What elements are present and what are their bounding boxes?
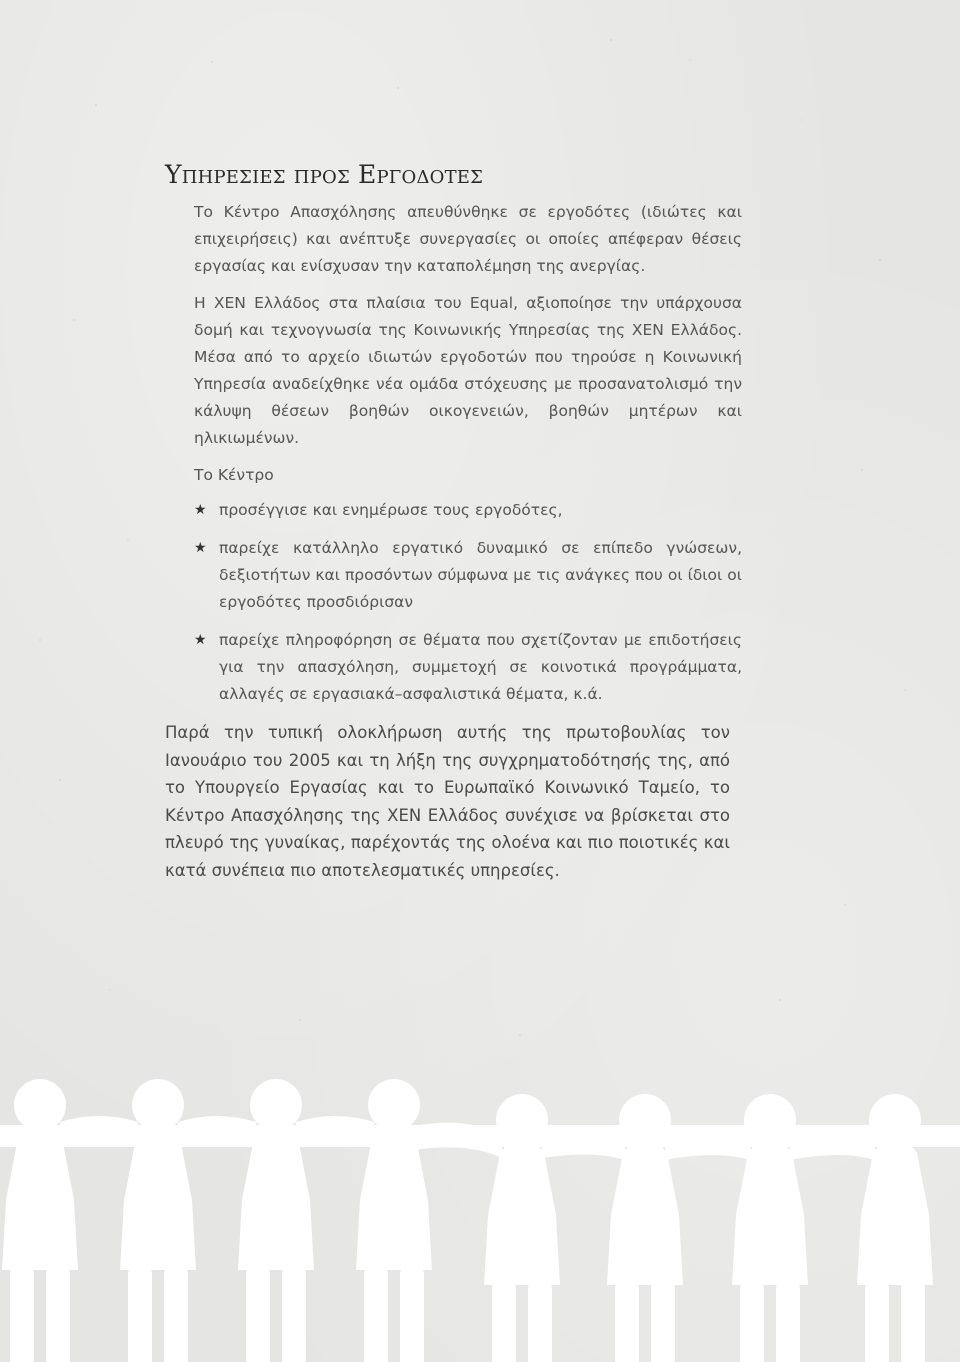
section-title: Υπηρεσιες προς Εργοδοτες (165, 160, 484, 189)
star-bullet-icon: ★ (194, 502, 207, 518)
list-item (194, 497, 742, 524)
list-item-text: παρείχε πληροφόρηση σε θέματα που σχετίζονταν με επιδοτήσεις για την απασχόληση, συμμετοχή σε κοινοτικά προγράμματα, αλλαγές σε εργασιακά–ασφαλιστικά θέματα, κ.ά. (219, 631, 742, 703)
paragraph-closing: Παρά την τυπική ολοκλήρωση αυτής της πρωτοβουλίας τον Ιανουάριο του 2005 και τη λήξη της συγχρηματοδότησής της, από το Υπουργείο Εργασίας και το Ευρωπαϊκό Κοινωνικό Ταμείο, το Κέντρο Απασχόλησης της ΧΕΝ Ελλάδος συνέχισε να βρίσκεται στο πλευρό της γυναίκας, παρέχοντάς της ολοένα και πιο ποιοτικές και κατά συνέπεια πιο αποτελεσματικές υπηρεσίες. (165, 723, 730, 880)
paragraph-equal: Η ΧΕΝ Ελλάδος στα πλαίσια του Equal, αξιοποίησε την υπάρχουσα δομή και τεχνογνωσία της Κοινωνικής Υπηρεσίας της ΧΕΝ Ελλάδος. Μέσα από το αρχείο ιδιωτών εργοδοτών που τηρούσε η Κοινωνική Υπηρεσία αναδείχθηκε νέα ομάδα στόχευσης με προσανατολισμό την κάλυψη θέσεων βοηθών οικογενειών, βοηθών μητέρων και ηλικιωμένων. (194, 294, 742, 447)
star-bullet-icon: ★ (194, 632, 207, 648)
body-text (194, 199, 742, 708)
list-item (194, 627, 742, 708)
services-list (194, 497, 742, 708)
figure-chain (0, 1079, 960, 1362)
list-lead: Το Κέντρο (194, 466, 274, 484)
list-item-text: προσέγγισε και ενημέρωσε τους εργοδότες, (219, 501, 563, 519)
paper-chain-people-icon (0, 1050, 960, 1362)
star-bullet-icon: ★ (194, 540, 207, 556)
paragraph-intro: Το Κέντρο Απασχόλησης απευθύνθηκε σε εργοδότες (ιδιώτες και επιχειρήσεις) και ανέπτυξε συνεργασίες οι οποίες απέφεραν θέσεις εργασίας και ενίσχυσαν την καταπολέμηση της ανεργίας. (194, 203, 742, 275)
main-content (165, 160, 740, 884)
list-item (194, 535, 742, 616)
list-item-text: παρείχε κατάλληλο εργατικό δυναμικό σε επίπεδο γνώσεων, δεξιοτήτων και προσόντων σύμφωνα με τις ανάγκες που οι ίδιοι οι εργοδότες προσδιόρισαν (219, 539, 742, 611)
